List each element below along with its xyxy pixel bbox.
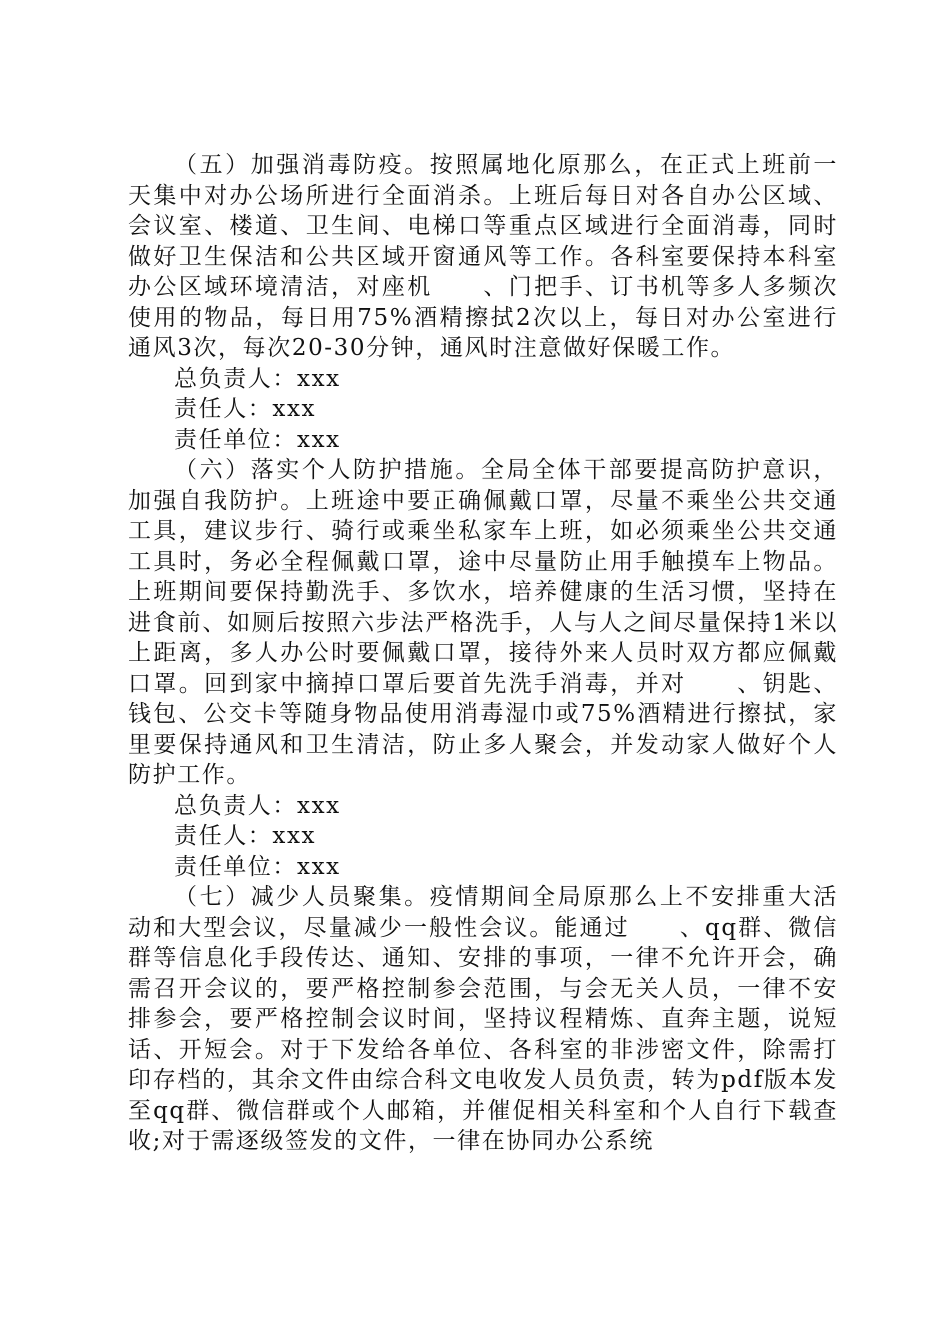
document-body — [128, 150, 838, 1157]
section-6-responsible-unit: 责任单位：xxx — [174, 853, 341, 880]
section-5-paragraph: （五）加强消毒防疫。按照属地化原那么，在正式上班前一天集中对办公场所进行全面消杀。上班后每日对各自办公区域、会议室、楼道、卫生间、电梯口等重点区域进行全面消毒，同时做好卫生保洁和公共区域开窗通风等工作。各科室要保持本科室办公区域环境清洁，对座机 、门把手、订书机等多人多频次使用的物品，每日用75%酒精擦拭2次以上，每日对办公室进行通风3次，每次20-30分钟，通风时注意做好保暖工作。 — [128, 152, 838, 361]
section-6-responsible: 责任人：xxx — [174, 823, 317, 849]
section-5-responsible: 责任人：xxx — [174, 396, 317, 422]
section-7-paragraph: （七）减少人员聚集。疫情期间全局原那么上不安排重大活动和大型会议，尽量减少一般性会议。能通过 、qq群、微信群等信息化手段传达、通知、安排的事项，一律不允许开会，确需召开会议的，要严格控制参会范围，与会无关人员，一律不安排参会，要严格控制会议时间，坚持议程精炼、直奔主题，说短话、开短会。对于下发给各单位、各科室的非涉密文件，除需打印存档的，其余文件由综合科文电收发人员负责，转为pdf版本发至qq群、微信群或个人邮箱，并催促相关科室和个人自行下载查收;对于需逐级签发的文件，一律在协同办公系统 — [128, 884, 838, 1154]
section-5-responsible-unit: 责任单位：xxx — [174, 426, 341, 453]
section-6-paragraph: （六）落实个人防护措施。全局全体干部要提高防护意识，加强自我防护。上班途中要正确佩戴口罩，尽量不乘坐公共交通工具，建议步行、骑行或乘坐私家车上班，如必须乘坐公共交通工具时，务必全程佩戴口罩，途中尽量防止用手触摸车上物品。上班期间要保持勤洗手、多饮水，培养健康的生活习惯，坚持在进食前、如厕后按照六步法严格洗手，人与人之间尽量保持1米以上距离，多人办公时要佩戴口罩，接待外来人员时双方都应佩戴口罩。回到家中摘掉口罩后要首先洗手消毒，并对 、钥匙、钱包、公交卡等随身物品使用消毒湿巾或75%酒精进行擦拭，家里要保持通风和卫生清洁，防止多人聚会，并发动家人做好个人防护工作。 — [128, 457, 838, 788]
section-5-chief-responsible: 总负责人：xxx — [174, 365, 341, 392]
section-6-chief-responsible: 总负责人：xxx — [174, 792, 341, 819]
